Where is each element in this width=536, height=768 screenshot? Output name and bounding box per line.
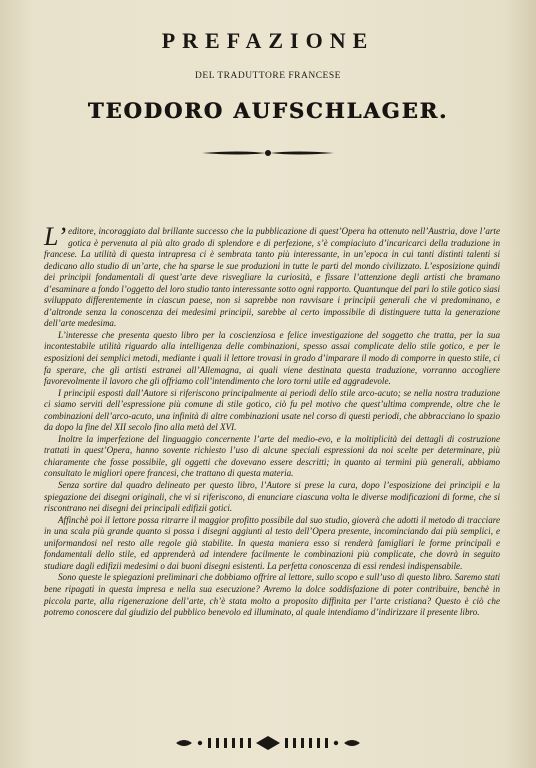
decorative-border-icon — [170, 734, 366, 752]
paragraph-text: editore, incoraggiato dal brillante successo che la pubblicazione di quest’Opera ha ottenuto nell’Austria, dove l’arte gotica è pervenuta al più alto grado di splendore e di perfezione, s’è compiaciuto d’incaricarci della traduzione in francese. La utilità di questa intrapresa ci è sembrata tanto più interessante, in un’epoca in cui tanti distinti talenti si dedicano allo studio di un’arte, che ha sparse le sue produzioni in tutte le parti del mondo civilizzato. L’esposizione quindi dei principii fondamentali di quest’arte deve risvegliare la curiosità, e fissare l’attenzione degli artisti che bramano d’esaminare a fondo l’oggetto del loro studio tanto interessante sotto ogni rapporto. Quantunque del pari lo stile gotico siasi sviluppato differentemente in ciascun paese, non si saprebbe non ravvisare i principii generali che vi predominano, e d’altronde senza la conoscenza dei medesimi principii, sarebbe al certo impossibile di distinguere tutta la generazione dell’arte medesima. — [44, 226, 500, 329]
ornamental-rule-icon — [200, 148, 336, 158]
paragraph — [44, 222, 500, 330]
paragraph: Affinchè poi il lettore possa ritrarre il maggior profitto possibile dal suo studio, gioverà che adotti il metodo di tracciare in una scala più grande quanto si possa i disegni aggiunti al testo dell’Opera presente, incominciando dai più semplici, e uniformandosi nel resto alle regole già stabilite. In questa maniera esso si renderà famigliari le forme principali e fondamentali dello stile, ed apprenderà ad intendere facilmente le combinazioni più complicate, che dovrà in seguito studiare dagli edifizii medesimi o dai buoni disegni esistenti. La perfetta conoscenza di essi rendesi indispensabile. — [44, 514, 500, 571]
paragraph: Sono queste le spiegazioni preliminari che dobbiamo offrire al lettore, sullo scopo e sull’uso di questo libro. Saremo stati bene ripagati in questa impresa e nella sua esecuzione? Avremo la dolce soddisfazione di poter contribuire, benchè in piccola parte, alla rigenerazione dell’arte, ch’è stata molto a proposito diffinita per l’arte cristiana? Questo è ciò che potremo conoscere dal giudizio del pubblico benevolo ed illuminato, al quale intendiamo d’indirizzare il presente libro. — [44, 572, 500, 618]
paragraph: Senza sortire dal quadro delineato per questo libro, l’Autore si prese la cura, dopo l’esposizione dei principii e la spiegazione dei disegni originali, che vi si riferiscono, di enunciare ciascuna volta le diverse modificazioni di forme, che si riscontrano nei disegni dei principali edifizii gotici. — [44, 480, 500, 514]
paragraph: Inoltre la imperfezione del linguaggio concernente l’arte del medio-evo, e la moltiplicità dei dettagli di costruzione trattati in quest’Opera, hanno sovente richiesto l’uso di alcune speciali espressioni da noi scelte per determinare, più chiaramente che fosse possibile, gli oggetti che dovevano essere descritti; in quanto ai termini più generali, abbiamo consultato le migliori opere francesi, che trattano di questa materia. — [44, 433, 500, 479]
paragraph: L’interesse che presenta questo libro per la coscienziosa e felice investigazione del soggetto che tratta, per la sua incontestabile utilità riguardo alla intelligenza delle combinazioni, spesso assai complicate dello stile gotico, e per le esposizioni dei semplici metodi, mediante i quali il lettore trovasi in grado d’imparare il modo di comporre in questo stile, ci fa sperare, che gli artisti estranei all’Allemagna, ai quali viene destinata questa traduzione, vorranno accogliere favorevolmente il lavoro che gli offriamo coll’intendimento che loro torni utile ed aggradevole. — [44, 329, 500, 387]
page-subtitle: DEL TRADUTTORE FRANCESE — [195, 71, 341, 81]
drop-cap: L’ — [44, 222, 67, 251]
translator-name: TEODORO AUFSCHLAGER. — [87, 98, 449, 123]
paragraph: I principii esposti dall’Autore si riferiscono principalmente ai periodi dello stile arco-acuto; se nella nostra traduzione ci siamo serviti dell’espressione più comune di stile gotico, ciò fu pel motivo che quest’ultima comprende, oltre che le combinazioni dell’arco-acuto, una infinità di altre combinazioni usate nel corso di questi periodi, che abbracciano lo spazio da dopo la fine del XII secolo fino alla metà del XVI. — [44, 387, 500, 433]
preface-body — [44, 222, 500, 619]
page-title: PREFAZIONE — [161, 28, 375, 53]
